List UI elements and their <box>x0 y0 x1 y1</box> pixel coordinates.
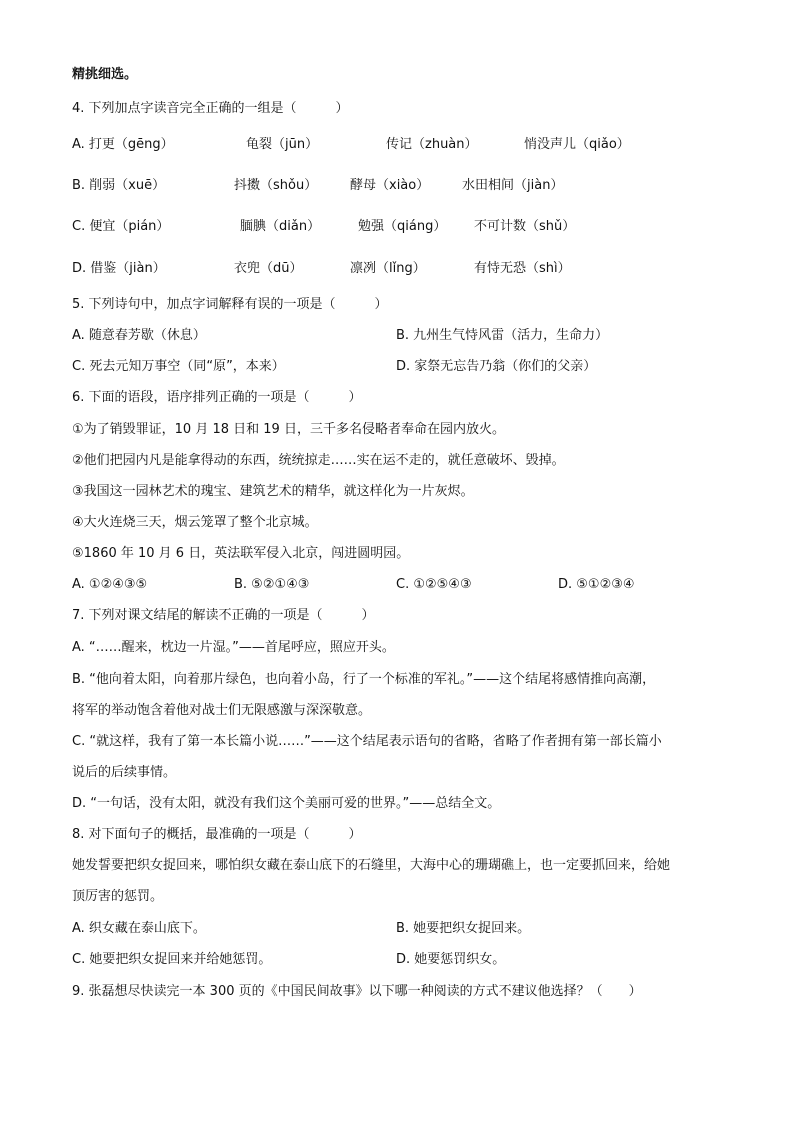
q8-passage-line1: 她发誓要把织女捉回来，哪怕织女藏在泰山底下的石缝里，大海中心的珊瑚礁上，也一定要抓回来，给她 <box>72 858 671 873</box>
q4-b2: 抖擞（shǒu） <box>234 178 318 193</box>
q6-sentence-5: ⑤1860 年 10 月 6 日，英法联军侵入北京，闯进圆明园。 <box>72 546 410 561</box>
q5-stem: 5. 下列诗句中，加点字词解释有误的一项是（ ） <box>72 297 388 312</box>
q6-option-c: C. ①②⑤④③ <box>396 577 472 592</box>
q8-passage-line2: 顶厉害的惩罚。 <box>72 889 164 904</box>
q6-option-d: D. ⑤①②③④ <box>558 577 635 592</box>
q4-c3: 勉强（qiáng） <box>358 219 447 234</box>
q7-option-c-line2: 说后的后续事情。 <box>72 765 177 780</box>
q6-option-a: A. ①②④③⑤ <box>72 577 148 592</box>
q6-sentence-3: ③我国这一园林艺术的瑰宝、建筑艺术的精华，就这样化为一片灰烬。 <box>72 484 474 499</box>
q7-option-a: A. “……醒来，枕边一片湿。”——首尾呼应，照应开头。 <box>72 640 395 655</box>
q5-option-a: A. 随意春芳歇（休息） <box>72 328 206 343</box>
q7-option-b-line2: 将军的举动饱含着他对战士们无限感激与深深敬意。 <box>72 703 372 718</box>
q7-option-d: D. “一句话，没有太阳，就没有我们这个美丽可爱的世界。”——总结全文。 <box>72 796 501 811</box>
q8-option-b: B. 她要把织女捉回来。 <box>396 921 531 936</box>
q6-option-b: B. ⑤②①④③ <box>234 577 310 592</box>
q4-c1: C. 便宜（pián） <box>72 219 170 234</box>
q4-c4: 不可计数（shǔ） <box>474 219 576 234</box>
q7-stem: 7. 下列对课文结尾的解读不正确的一项是（ ） <box>72 608 375 623</box>
section-header: 精挑细选。 <box>72 67 138 82</box>
q4-a3: 传记（zhuàn） <box>386 137 478 152</box>
q5-option-b: B. 九州生气恃风雷（活力，生命力） <box>396 328 609 343</box>
q6-stem: 6. 下面的语段，语序排列正确的一项是（ ） <box>72 390 362 405</box>
q8-option-d: D. 她要惩罚织女。 <box>396 952 506 967</box>
q4-d2: 衣兜（dū） <box>234 261 303 276</box>
q9-stem: 9. 张磊想尽快读完一本 300 页的《中国民间故事》以下哪一种阅读的方式不建议他选择？（ ） <box>72 984 642 999</box>
q4-c2: 腼腆（diǎn） <box>240 219 321 234</box>
q4-b4: 水田相间（jiàn） <box>462 178 564 193</box>
q6-sentence-2: ②他们把园内凡是能拿得动的东西，统统掠走……实在运不走的，就任意破坏、毁掉。 <box>72 453 565 468</box>
q4-d3: 凛冽（lǐng） <box>350 261 426 276</box>
q8-option-a: A. 织女藏在泰山底下。 <box>72 921 206 936</box>
q4-stem: 4. 下列加点字读音完全正确的一组是（ ） <box>72 101 349 116</box>
q5-option-d: D. 家祭无忘告乃翁（你们的父亲） <box>396 359 597 374</box>
q4-b3: 酵母（xiào） <box>350 178 430 193</box>
q4-d1: D. 借鉴（jiàn） <box>72 261 166 276</box>
q4-a4: 悄没声儿（qiǎo） <box>524 137 630 152</box>
q7-option-c-line1: C. “就这样，我有了第一本长篇小说……”——这个结尾表示语句的省略，省略了作者拥有第一部长篇小 <box>72 734 662 749</box>
q6-sentence-1: ①为了销毁罪证，10 月 18 日和 19 日，三千多名侵略者奉命在园内放火。 <box>72 422 505 437</box>
q8-option-c: C. 她要把织女捉回来并给她惩罚。 <box>72 952 272 967</box>
q7-option-b-line1: B. “他向着太阳，向着那片绿色，也向着小岛，行了一个标准的军礼。”——这个结尾将感情推向高潮， <box>72 672 656 687</box>
q6-sentence-4: ④大火连烧三天，烟云笼罩了整个北京城。 <box>72 515 318 530</box>
q4-d4: 有恃无恐（shì） <box>474 261 571 276</box>
q4-a2: 龟裂（jūn） <box>246 137 319 152</box>
q4-a1: A. 打更（gēng） <box>72 137 174 152</box>
q5-option-c: C. 死去元知万事空（同“原”，本来） <box>72 359 285 374</box>
q4-b1: B. 削弱（xuē） <box>72 178 166 193</box>
q8-stem: 8. 对下面句子的概括，最准确的一项是（ ） <box>72 827 362 842</box>
